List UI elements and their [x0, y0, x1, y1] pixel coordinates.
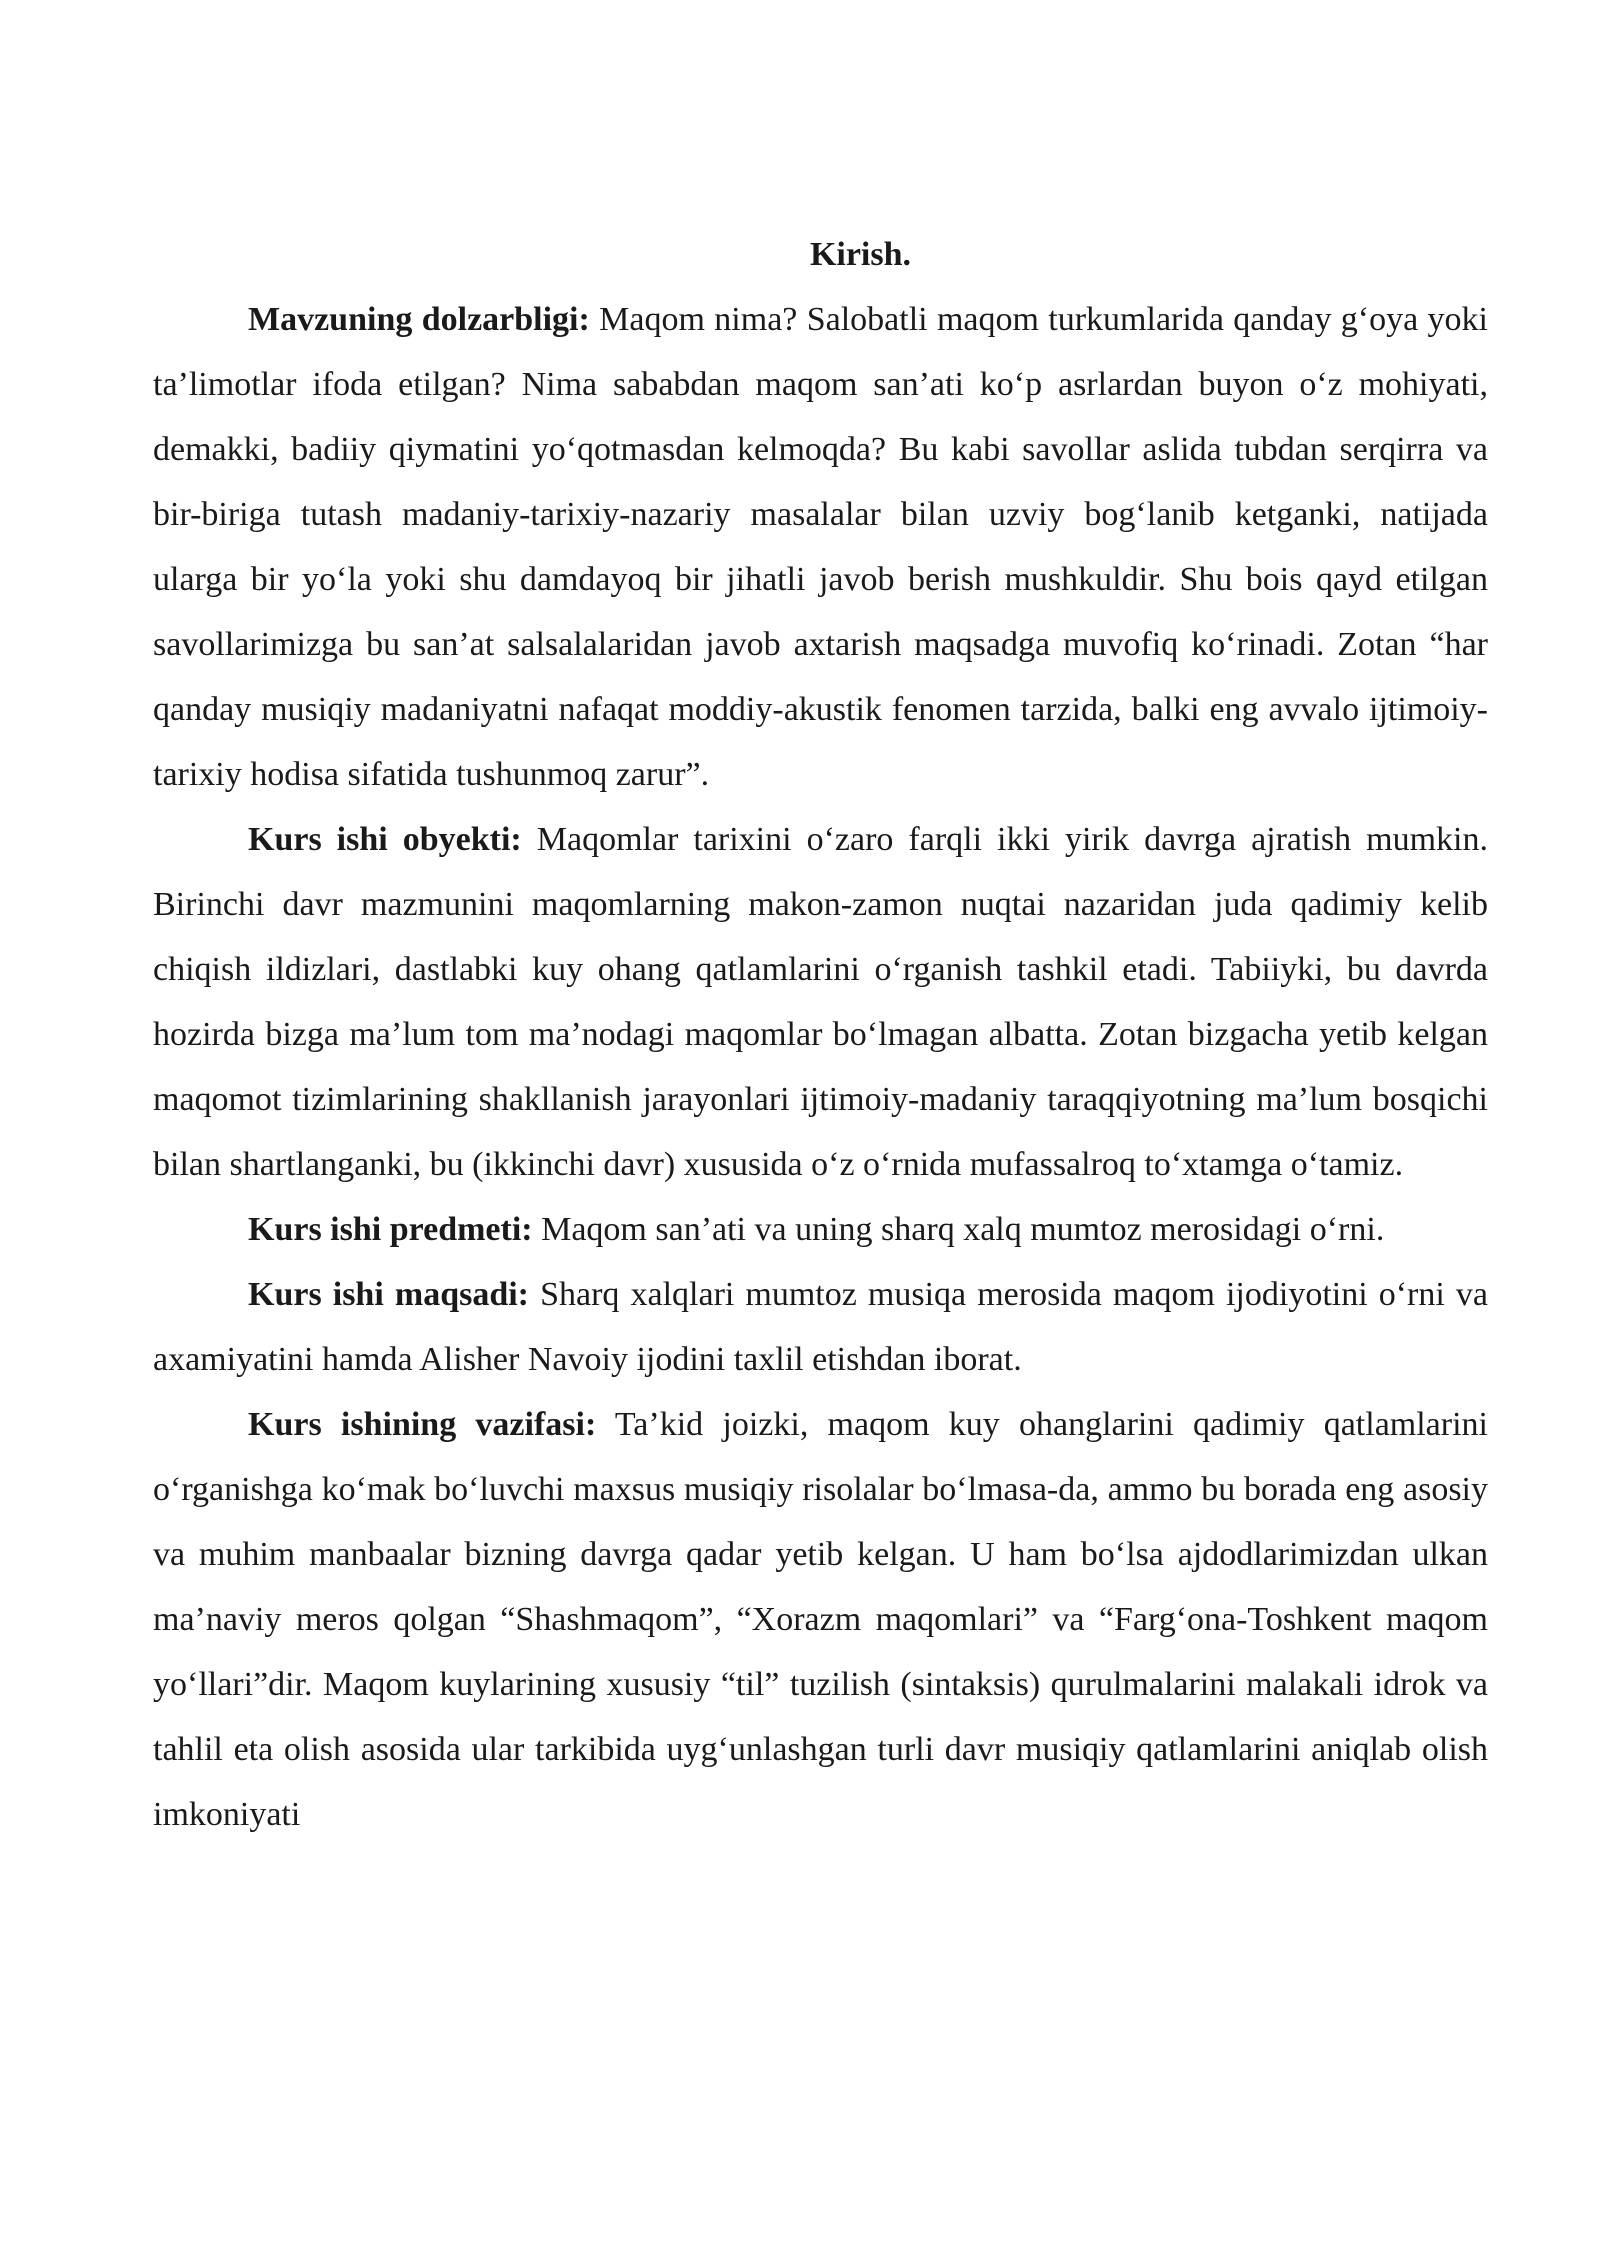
paragraph-lead: Kurs ishi maqsadi:	[248, 1276, 530, 1313]
paragraph-text: Sharq xalqlari mumtoz musiqa merosida maqom ijodiyotini o‘rni va axamiyatini hamda Alisher Navoiy ijodini taxlil etishdan iborat.	[153, 1276, 1488, 1378]
paragraph-relevance	[153, 287, 1488, 807]
paragraph-text: Maqom nima? Salobatli maqom turkumlarida qanday g‘oya yoki ta’limotlar ifoda etilgan? Nima sababdan maqom san’ati ko‘p asrlardan buyon o‘z mohiyati, demakki, badiiy qiymatini yo‘qotmasdan kelmoqda? Bu kabi savollar aslida tubdan serqirra va bir-biriga tutash madaniy-tarixiy-nazariy masalalar bilan uzviy bog‘lanib ketganki, natijada ularga bir yo‘la yoki shu damdayoq bir jihatli javob berish mushkuldir. Shu bois qayd etilgan savollarimizga bu san’at salsalalaridan javob axtarish maqsadga muvofiq ko‘rinadi. Zotan “har qanday musiqiy madaniyatni nafaqat moddiy-akustik fenomen tarzida, balki eng avvalo ijtimoiy- tarixiy hodisa sifatida tushunmoq zarur”.	[153, 301, 1489, 793]
paragraph-lead: Kurs ishi obyekti:	[248, 821, 522, 858]
page-title: Kirish.	[809, 236, 912, 273]
paragraph-text: Maqomlar tarixini o‘zaro farqli ikki yirik davrga ajratish mumkin. Birinchi davr mazmunini maqomlarning makon-zamon nuqtai nazaridan juda qadimiy kelib chiqish ildizlari, dastlabki kuy ohang qatlamlarini o‘rganish tashkil etadi. Tabiiyki, bu davrda hozirda bizga ma’lum tom ma’nodagi maqomlar bo‘lmagan albatta. Zotan bizgacha yetib kelgan maqomot tizimlarining shakllanish jarayonlari ijtimoiy-madaniy taraqqiyotning ma’lum bosqichi bilan shartlanganki, bu (ikkinchi davr) xususida o‘z o‘rnida mufassalroq to‘xtamga o‘tamiz.	[153, 821, 1488, 1183]
paragraph-text: Maqom san’ati va uning sharq xalq mumtoz merosidagi o‘rni.	[532, 1211, 1385, 1248]
paragraph-object	[153, 807, 1488, 1197]
document-body	[153, 222, 1488, 1847]
paragraph-lead: Kurs ishi predmeti:	[248, 1211, 533, 1248]
paragraph-text: Ta’kid joizki, maqom kuy ohanglarini qadimiy qatlamlarini o‘rganishga ko‘mak bo‘luvchi maxsus musiqiy risolalar bo‘lmasa-da, ammo bu borada eng asosiy va muhim manbaalar bizning davrga qadar yetib kelgan. U ham bo‘lsa ajdodlarimizdan ulkan ma’naviy meros qolgan “Shashmaqom”, “Xorazm maqomlari” va “Farg‘ona-Toshkent maqom yo‘llari”dir. Maqom kuylarining xususiy “til” tuzilish (sintaksis) qurulmalarini malakali idrok va tahlil eta olish asosida ular tarkibida uyg‘unlashgan turli davr musiqiy qatlamlarini aniqlab olish imkoniyati	[153, 1406, 1488, 1833]
paragraph-lead: Mavzuning dolzarbligi:	[248, 301, 590, 338]
paragraph-goal	[153, 1262, 1488, 1392]
paragraph-tasks	[153, 1392, 1488, 1847]
paragraph-subject	[153, 1197, 1488, 1262]
paragraph-lead: Kurs ishining vazifasi:	[248, 1406, 597, 1443]
